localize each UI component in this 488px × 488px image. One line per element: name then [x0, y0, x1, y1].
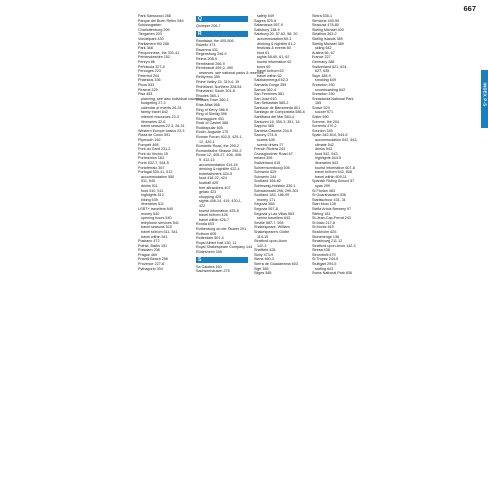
index-entry: Sorrento 470-2	[312, 124, 337, 129]
index-entry: Siena 460-3	[254, 257, 274, 262]
index-entry: Strasbourg 211-12	[312, 239, 343, 244]
index-entry: Salisbury 138-9	[254, 27, 280, 32]
index-entry: Skellig Michael 400	[312, 27, 344, 32]
index-entry: Stockholm 625	[312, 229, 337, 234]
index-entry: festivals & events 60	[257, 46, 291, 51]
index-entry: Snowdon 150	[312, 92, 335, 97]
index-entry: Potsdam 208	[138, 248, 160, 253]
index-entry: Sintra 535-1	[312, 14, 333, 18]
index-entry: Riomaggiore 451	[196, 116, 225, 121]
index-entry: Skellig Michael 389	[312, 41, 344, 46]
index-entry: Rembrandt 459-0, 490	[196, 66, 233, 71]
index-entry: Snowdonia National Park	[312, 96, 354, 101]
index-entry: food 418-22, 424	[199, 176, 227, 181]
index-entry: Peterhof 204	[138, 73, 160, 78]
index-entry: Penryn 86	[138, 59, 155, 64]
index-entry: Rock of Cashel 386	[196, 121, 229, 126]
index-entry: Western Europe basics 22-3	[138, 128, 185, 133]
index-entry: Schiermonnikoog 505	[254, 165, 290, 170]
index-entry: St Moritz 615	[312, 225, 334, 230]
index-entry: sights 406-14, 419, 420-1,	[199, 199, 242, 204]
index-entry: 422	[199, 203, 206, 208]
index-entry: Rethymno 359	[196, 75, 220, 80]
index-entry: Pembrokeshire 152	[138, 55, 170, 60]
index-entry: highlights 544-5	[315, 156, 342, 161]
index-entry: Piraeus 329	[138, 87, 158, 92]
index-entry: Schwerin 244	[254, 174, 277, 179]
index-entry: Sigri 365	[254, 266, 269, 271]
index-entry: Sappho 365	[254, 124, 274, 129]
index-entry: Ravello 473	[196, 43, 216, 48]
index-entry: Stresa 438	[312, 248, 330, 253]
index-entry: Sounion 345	[312, 128, 333, 133]
index-entry: Scotland 183, 186-99	[254, 193, 290, 198]
index-entry: Sicily 473-9	[254, 252, 274, 257]
index-entry: Sanlúcar de Barrameda 601	[254, 105, 301, 110]
index-entry: LGBT+ travellers 540	[138, 206, 173, 211]
index-entry: entertainment 424-5	[199, 171, 233, 176]
index-entry: Romantische Strasse 290-2	[196, 148, 242, 153]
index-entry: Rüdesheim 306	[196, 249, 222, 254]
index-entry: Seville 587-7, 594	[254, 220, 284, 225]
index-entry: 165	[315, 101, 322, 106]
index-entry: Tiergarten 203	[138, 32, 162, 37]
index-entry: Ronda 603	[196, 222, 215, 227]
index-entry: 12, 420-1	[199, 139, 215, 144]
index-entry: travel within 426-7	[199, 217, 229, 222]
index-entry: Rhineland, South 301-8	[196, 89, 235, 94]
index-entry: food 61	[257, 50, 270, 55]
index-entry: planning, see also individual countries	[141, 96, 204, 101]
index-entry: Salamanca 557-9	[254, 23, 283, 28]
index-entry: Schleswig-Holstein 330-1	[254, 183, 296, 188]
index-entry: Vondelpark 430	[138, 36, 164, 41]
index-entry: Saxony 274-8	[254, 133, 277, 138]
index-entry: Soave 529	[312, 105, 330, 110]
index-entry: Switzerland 615	[254, 161, 281, 165]
index-entry: senior travellers 643	[257, 216, 291, 221]
index-entry: Porto 532-7, 534-5	[138, 161, 169, 165]
index-entry: Shakespeare, William	[254, 225, 290, 230]
index-column-4	[312, 14, 364, 276]
index-entry: France 227	[312, 55, 331, 60]
index-entry: Ireland 395	[254, 156, 273, 161]
index-entry: Spain 542-610, 544-5	[312, 133, 348, 138]
index-entry: Samaria Gorge 359	[254, 82, 287, 87]
index-entry: Praveli Beach 256	[138, 257, 168, 262]
index-entry: Portmeirion 163	[138, 156, 165, 161]
index-entry: accommodation 414-18	[199, 162, 238, 167]
index-entry: food 510, 511	[141, 188, 164, 193]
index-side-tab	[481, 70, 488, 128]
index-entry: Rothenburg ob der Tauber 291	[196, 226, 247, 231]
index-entry: scenic drives 27	[257, 142, 284, 147]
index-entry: Sa Calobra 160	[196, 264, 222, 269]
index-entry: travel to/from 62	[257, 69, 284, 74]
index-entry: travel to/from 426	[199, 213, 228, 218]
index-entry: surfing 643	[315, 266, 334, 271]
index-entry: Sóller 590	[312, 115, 329, 120]
index-entry: Rías Altas 566	[196, 102, 220, 107]
index-entry: reserves, see national parks & reserves	[199, 70, 264, 75]
index-entry: Royal Shakespeare Company 144	[196, 245, 253, 250]
index-entry: shopping 425	[199, 194, 222, 199]
page-number: 667	[463, 4, 476, 13]
index-entry: 142-3	[257, 243, 267, 248]
index-entry: Ravenna 431	[196, 47, 218, 52]
index-entry: accommodation 550	[141, 174, 175, 179]
index-entry: Schwarzwald 296, 299-301	[254, 188, 299, 193]
index-entry: Reims 208-9	[196, 56, 217, 61]
index-letter-heading: S	[196, 257, 248, 263]
index-entry: safety 649	[257, 14, 275, 18]
index-entry: Shakespeare's Globe	[254, 229, 290, 234]
index-entry: snowboarding 642	[315, 87, 346, 92]
index-entry: Parliament Hill 268	[138, 41, 169, 46]
index-entry: Prague 460	[138, 252, 158, 257]
index-entry: internet resources 22-3	[141, 115, 179, 120]
index-entry: travel to/from 511, 541	[141, 229, 178, 234]
index-entry: travel seasons 510	[141, 225, 172, 230]
index-entry: Strombolii 479	[312, 252, 336, 257]
index-entry: Pisa 453	[138, 92, 153, 97]
index-entry: St-Jean-Cap-Ferrat 243	[312, 216, 351, 221]
index-entry: 627, 635	[315, 69, 330, 74]
index-entry: Rotterdam 501-4	[196, 236, 224, 241]
index-entry: Sierra de Guadarrama 603	[254, 262, 298, 267]
index-entry: Sagres 575-6	[254, 18, 277, 23]
index-entry: tourist information 425-6	[199, 208, 239, 213]
index-entry: Roman Forum 402-5, 420-1,	[196, 135, 243, 140]
index-entry: travel within 541	[141, 234, 168, 239]
index-entry: Plymouth 162	[138, 138, 161, 143]
index-entry: Sirmione 449-50	[312, 18, 340, 23]
index-entry: Ring of Skellig 396	[196, 112, 227, 117]
index-entry: Skiathos 363-2	[312, 32, 337, 37]
index-entry: Stadsschuur 431, 31	[312, 197, 346, 202]
index-entry: Germany 288	[312, 59, 335, 64]
index-letter-heading: R	[196, 31, 248, 37]
index-entry: Pont du Gard 231-2	[138, 147, 171, 152]
index-entry: 114-15	[257, 234, 269, 239]
index-entry: Schlossgarten	[138, 23, 162, 28]
index-entry: Charlottenburg 209	[138, 27, 170, 32]
index-entry: Salzkammergut 62-3	[254, 78, 289, 83]
index-entry: Stari Most 138	[312, 202, 336, 207]
index-entry: St Tropez 244-5	[312, 257, 339, 262]
index-entry: travel seasons 22-3, 26-31	[141, 124, 185, 129]
index-entry: Stratford-upon-Avon	[254, 239, 288, 244]
index-entry: Royal Albert Hall 130, 11	[196, 240, 237, 245]
index-entry: Spanish Riding School 57	[312, 179, 355, 184]
index-entry: Rhodes 360-1	[196, 93, 220, 98]
index-entry: Pompeii 468	[138, 142, 159, 147]
index-entry: Regensburg 296-9	[196, 52, 227, 57]
index-entry: drinks 543	[315, 147, 333, 152]
index-entry: Sardinia Caserta 234-5	[254, 128, 292, 133]
index-entry: climate 542	[315, 142, 334, 147]
index-entry: Pythagorio 304	[138, 266, 163, 271]
index-entry: family travel 642	[141, 110, 168, 115]
index-entry: Sheffield 428	[254, 248, 276, 253]
index-entry: scams 649	[257, 138, 275, 143]
index-entry: Pérouges 223	[138, 69, 161, 74]
index-entry: money 171	[257, 197, 276, 202]
index-entry: drinking & nightlife 61-2	[257, 41, 296, 46]
index-entry: soccer 571	[315, 110, 334, 115]
index-entry: Peloponnese, the 331-41	[138, 50, 180, 55]
index-entry: Rothorn 605	[196, 231, 217, 236]
index-entry: Rocktapular 605	[196, 125, 223, 130]
index-entry: Skye 188-9	[312, 73, 331, 78]
index-entry: itineraries 511	[141, 202, 164, 207]
index-entry: Park Sanssouci 268	[138, 14, 171, 18]
index-entry: French Riviera 243	[254, 147, 286, 152]
index-entry: free attractions 407	[199, 185, 231, 190]
index-entry: telephone services 541	[141, 220, 179, 225]
index-entry: tourist information 607-8	[315, 165, 355, 170]
index-entry: Rome 12, 405-27, 408, 408-	[196, 153, 243, 158]
index-entry: Peñíscola 327-8	[138, 64, 165, 69]
index-entry: travel within 609-11	[315, 174, 347, 179]
index-entry: Randstad, the 405-506	[196, 38, 234, 43]
index-entry: San José 610	[254, 96, 277, 101]
index-entry: money 540	[141, 211, 160, 216]
index-entry: Rodin, Auguste 179	[196, 130, 229, 135]
index-entry: Scotland 166-82	[254, 179, 281, 184]
index-entry: itineraries 32-6	[141, 119, 166, 124]
index-entry: Stonehenge 138	[312, 234, 340, 239]
index-entry: Rembrandt 266-9	[196, 61, 225, 66]
index-entry: spas 299	[315, 183, 330, 188]
side-tab-label: INDEX P-S	[482, 82, 488, 107]
index-entry: tours 60	[257, 64, 271, 69]
index-entry: drinks 511	[141, 183, 158, 188]
index-entry: Sitges 585	[254, 271, 272, 276]
index-entry: Somme, the 204	[312, 119, 340, 124]
index-entry: Rhine Valley 15, 310-4, 19	[196, 79, 240, 84]
index-entry: accommodation 542, 543,	[315, 138, 358, 143]
index-entry: Santillana del Mar 583-4	[254, 115, 294, 120]
index-entry: football 425	[199, 181, 219, 185]
index-entry: San Sebastián 580-2	[254, 101, 289, 106]
index-entry: San Fermines 581	[254, 92, 285, 97]
index-entry: Rhodes Town 360-1	[196, 98, 229, 103]
index-entry: Romantic Road, the 290-2	[196, 144, 240, 149]
index-entry: travel to/from 543, 608	[315, 170, 352, 175]
index-entry: Pont du Vechio 15	[138, 151, 168, 156]
index-entry: food 542, 543	[315, 151, 338, 156]
index-entry: Schwerin 629	[254, 170, 277, 175]
index-entry: Swiss National Park 636	[312, 271, 352, 276]
index-entry: Quimper 206-7	[196, 24, 221, 28]
index-entry: drinking & nightlife 422-4	[199, 167, 240, 172]
index-entry: Grossglockner Road 67	[254, 151, 293, 156]
index-entry: Pothia, Baths 151	[138, 243, 168, 248]
index-entry: St Goarshausen 306	[312, 193, 346, 198]
index-entry: Segovia y Las Villas 563	[254, 211, 295, 216]
index-entry: highlights 512	[141, 193, 164, 198]
index-entry: itineraries 543	[315, 161, 339, 165]
index-entry: Snowdon 150	[312, 82, 335, 87]
index-entry: Phaestos 336	[138, 78, 161, 83]
index-entry: Portugal 530-41, 512	[138, 170, 173, 175]
index-entry: budgeting 27-3	[141, 101, 166, 106]
index-entry: Picos 533	[138, 82, 155, 87]
index-entry: 511, 540	[141, 179, 156, 184]
index-entry: gelato 423	[199, 190, 217, 195]
index-entry: accommodation 60-1	[257, 36, 292, 41]
index-entry: Austria 66, 67	[312, 50, 335, 55]
index-entry: Portoferraio 367	[138, 165, 165, 170]
index-entry: Segovia 557-8	[254, 206, 278, 211]
index-entry: Plaza de Colón 591	[138, 133, 171, 138]
index-entry: Sachsenhausen 275	[196, 269, 230, 274]
index-entry: Ring of Kerry 386-9	[196, 107, 228, 112]
index-entry: St Malo 217-8	[312, 220, 335, 225]
index-entry: Santiago de Compostela 585-6	[254, 110, 305, 115]
index-entry: Skellig Islands 389	[312, 36, 343, 41]
index-entry: 9, 412-13	[199, 158, 215, 163]
index-entry: St Florian 463	[312, 188, 335, 193]
index-column-3	[254, 14, 306, 276]
index-entry: Samos 362-4	[254, 87, 276, 92]
index-entry: Santorini 16, 350-3, 351, 16	[254, 119, 300, 124]
index-entry: hiking 539	[141, 197, 158, 202]
index-entry: skiing 642	[315, 46, 332, 51]
index-entry: calendar of events 26-31	[141, 105, 182, 110]
index-entry: Salzburg 20, 57-62, 58, 20	[254, 32, 298, 37]
index-entry: Parque del Buen Retiro 546	[138, 18, 184, 23]
index-entry: Stratford-upon-Avon 142-3	[312, 243, 356, 248]
index-entry: sights 58-60, 61, 62	[257, 55, 290, 60]
index-entry: opening hours 540	[141, 216, 172, 221]
index-entry: Provence 227-8	[138, 262, 165, 267]
index-entry: Stirling 181	[312, 211, 331, 216]
index-letter-heading: Q	[196, 16, 248, 22]
index-entry: smoking 649	[315, 78, 336, 83]
index-entry: Park 368	[138, 46, 153, 51]
index-entry: tourist information 62	[257, 59, 292, 64]
index-entry: Stuttgart 294-5	[312, 262, 337, 267]
index-entry: Siracusa 478-80	[312, 23, 339, 28]
index-entry: travel within 62	[257, 73, 282, 78]
index-entry: Segovia 558	[254, 202, 275, 207]
index-entry: Positano 472	[138, 239, 160, 244]
index-entry: Rhineland, Northern 328-54	[196, 84, 242, 89]
index-entry: Switzerland 621, 624,	[312, 64, 348, 69]
index-entry: Stella Artois Brewery 97	[312, 206, 352, 211]
